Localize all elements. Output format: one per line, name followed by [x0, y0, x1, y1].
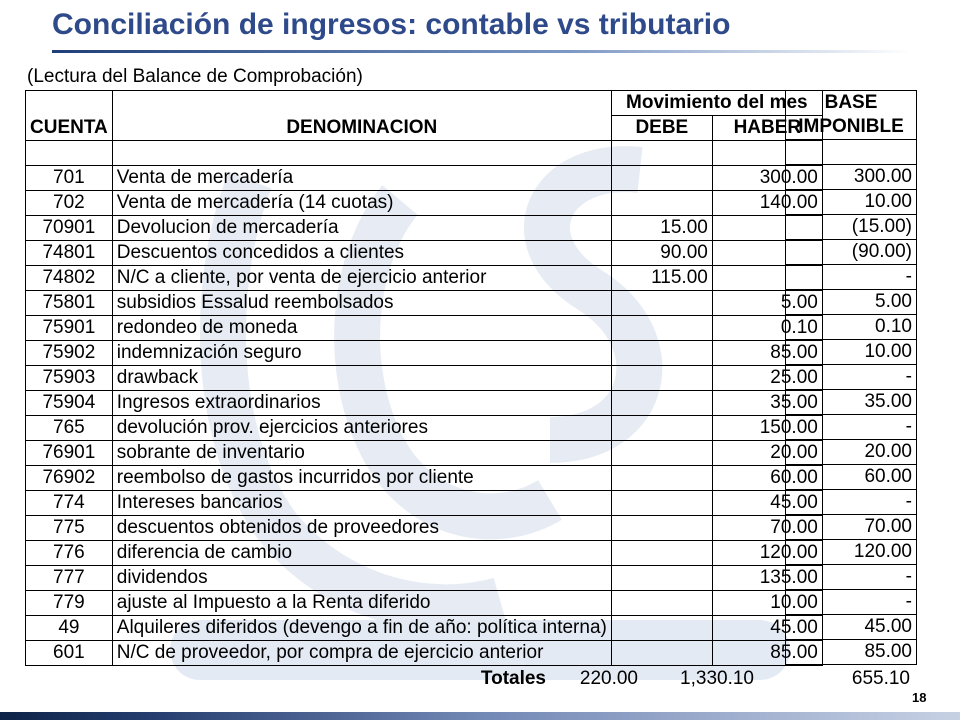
cell-cuenta: 776 [26, 541, 113, 566]
cell-debe [611, 516, 712, 541]
cell-base-imponible: - [786, 565, 917, 590]
cell-debe [611, 441, 712, 466]
table-row [26, 616, 823, 641]
cell-cuenta: 765 [26, 416, 113, 441]
cell-debe: 15.00 [611, 216, 712, 241]
table-row [26, 416, 823, 441]
table-row [26, 641, 823, 666]
accounts-table [25, 90, 823, 666]
cell-haber: 25.00 [712, 366, 822, 391]
cell-cuenta: 76902 [26, 466, 113, 491]
table-row [26, 291, 823, 316]
cell-haber: 85.00 [712, 341, 822, 366]
cell-cuenta: 779 [26, 591, 113, 616]
cell-cuenta: 49 [26, 616, 113, 641]
table-row [786, 290, 917, 315]
cell-haber: 140.00 [712, 191, 822, 216]
table-row [786, 340, 917, 365]
table-row [26, 466, 823, 491]
cell-denominacion: Venta de mercadería [112, 166, 611, 191]
cell-denominacion: N/C a cliente, por venta de ejercicio anterior [112, 266, 611, 291]
total-debe: 220.00 [579, 668, 638, 689]
cell-haber: 35.00 [712, 391, 822, 416]
cell-cuenta: 775 [26, 516, 113, 541]
table-row [26, 591, 823, 616]
cell-debe [611, 591, 712, 616]
cell-haber: 20.00 [712, 441, 822, 466]
table-row [786, 590, 917, 615]
cell-haber: 120.00 [712, 541, 822, 566]
table-row [26, 216, 823, 241]
table-row [26, 341, 823, 366]
header-movimiento: Movimiento del mes [611, 91, 822, 116]
cell-cuenta: 74802 [26, 266, 113, 291]
cell-cuenta: 75902 [26, 341, 113, 366]
cell-haber: 60.00 [712, 466, 822, 491]
table-row [786, 565, 917, 590]
cell-denominacion: ajuste al Impuesto a la Renta diferido [112, 591, 611, 616]
header-debe: DEBE [611, 116, 712, 141]
cell-cuenta: 75801 [26, 291, 113, 316]
table-row [786, 415, 917, 440]
cell-denominacion: Descuentos concedidos a clientes [112, 241, 611, 266]
cell-debe [611, 616, 712, 641]
cell-cuenta: 777 [26, 566, 113, 591]
cell-debe: 90.00 [611, 241, 712, 266]
cell-cuenta: 75901 [26, 316, 113, 341]
title-underline [52, 50, 912, 53]
table-row [786, 440, 917, 465]
cell-base-imponible: 85.00 [786, 640, 917, 665]
header-base-line1: BASE [786, 91, 917, 116]
total-base-imponible: 655.10 [851, 668, 910, 689]
table-row [786, 240, 917, 265]
cell-haber: 10.00 [712, 591, 822, 616]
cell-base-imponible: - [786, 415, 917, 440]
table-subtitle: (Lectura del Balance de Comprobación) [27, 66, 363, 87]
cell-denominacion: Alquileres diferidos (devengo a fin de año: política interna) [112, 616, 611, 641]
cell-haber: 70.00 [712, 516, 822, 541]
cell-base-imponible: - [786, 590, 917, 615]
cell-haber: 0.10 [712, 316, 822, 341]
footer-band [0, 712, 960, 720]
cell-base-imponible: 10.00 [786, 190, 917, 215]
table-row [26, 366, 823, 391]
cell-cuenta: 75903 [26, 366, 113, 391]
cell-denominacion: drawback [112, 366, 611, 391]
spacer-cell [26, 141, 113, 166]
table-row [26, 191, 823, 216]
cell-haber: 150.00 [712, 416, 822, 441]
cell-debe [611, 291, 712, 316]
cell-denominacion: sobrante de inventario [112, 441, 611, 466]
cell-debe [611, 191, 712, 216]
cell-cuenta: 701 [26, 166, 113, 191]
cell-denominacion: N/C de proveedor, por compra de ejercicio anterior [112, 641, 611, 666]
header-cuenta: CUENTA [26, 116, 113, 141]
cell-debe [611, 416, 712, 441]
cell-denominacion: dividendos [112, 566, 611, 591]
base-imponible-table [785, 90, 917, 665]
cell-haber: 45.00 [712, 491, 822, 516]
cell-denominacion: devolución prov. ejercicios anteriores [112, 416, 611, 441]
cell-base-imponible: 5.00 [786, 290, 917, 315]
cell-cuenta: 601 [26, 641, 113, 666]
cell-debe: 115.00 [611, 266, 712, 291]
spacer-cell [611, 141, 712, 166]
cell-denominacion: Ingresos extraordinarios [112, 391, 611, 416]
cell-base-imponible: 35.00 [786, 390, 917, 415]
cell-debe [611, 391, 712, 416]
cell-denominacion: reembolso de gastos incurridos por cliente [112, 466, 611, 491]
cell-base-imponible: 60.00 [786, 465, 917, 490]
cell-denominacion: subsidios Essalud reembolsados [112, 291, 611, 316]
cell-base-imponible: 45.00 [786, 615, 917, 640]
cell-haber: 45.00 [712, 616, 822, 641]
table-row [26, 566, 823, 591]
table-row [26, 166, 823, 191]
cell-base-imponible: - [786, 265, 917, 290]
table-row [786, 165, 917, 190]
table-row [786, 640, 917, 665]
header-base-line2: IMPONIBLE [786, 115, 917, 140]
page-number: 18 [912, 690, 927, 705]
cell-debe [611, 541, 712, 566]
total-haber: 1,330.10 [680, 668, 754, 689]
table-row [786, 390, 917, 415]
header-denominacion: DENOMINACION [112, 116, 611, 141]
cell-debe [611, 166, 712, 191]
spacer-cell [112, 141, 611, 166]
cell-debe [611, 641, 712, 666]
cell-base-imponible: - [786, 490, 917, 515]
table-row [26, 541, 823, 566]
cell-denominacion: diferencia de cambio [112, 541, 611, 566]
cell-base-imponible: 0.10 [786, 315, 917, 340]
header-blank-denominacion [112, 91, 611, 116]
cell-debe [611, 341, 712, 366]
table-row [786, 315, 917, 340]
table-row [26, 391, 823, 416]
cell-debe [611, 316, 712, 341]
table-row [26, 316, 823, 341]
cell-denominacion: Devolucion de mercadería [112, 216, 611, 241]
table-row [786, 540, 917, 565]
spacer-cell [786, 140, 917, 165]
header-blank-cuenta [26, 91, 113, 116]
cell-cuenta: 702 [26, 191, 113, 216]
table-row [26, 516, 823, 541]
table-row [786, 365, 917, 390]
table-row [786, 490, 917, 515]
cell-denominacion: descuentos obtenidos de proveedores [112, 516, 611, 541]
cell-denominacion: indemnización seguro [112, 341, 611, 366]
cell-base-imponible: 20.00 [786, 440, 917, 465]
cell-base-imponible: 10.00 [786, 340, 917, 365]
cell-debe [611, 566, 712, 591]
cell-cuenta: 70901 [26, 216, 113, 241]
header-haber: HABER [712, 116, 822, 141]
cell-base-imponible: (90.00) [786, 240, 917, 265]
table-row [786, 215, 917, 240]
cell-debe [611, 366, 712, 391]
table-row [786, 615, 917, 640]
cell-cuenta: 774 [26, 491, 113, 516]
cell-denominacion: redondeo de moneda [112, 316, 611, 341]
cell-cuenta: 74801 [26, 241, 113, 266]
slide-title: Conciliación de ingresos: contable vs tributario [52, 8, 731, 41]
cell-base-imponible: (15.00) [786, 215, 917, 240]
cell-cuenta: 76901 [26, 441, 113, 466]
cell-cuenta: 75904 [26, 391, 113, 416]
totals-label: Totales [480, 668, 546, 689]
cell-haber: 135.00 [712, 566, 822, 591]
cell-denominacion: Intereses bancarios [112, 491, 611, 516]
table-row [26, 266, 823, 291]
table-row [786, 515, 917, 540]
table-row [26, 491, 823, 516]
cell-denominacion: Venta de mercadería (14 cuotas) [112, 191, 611, 216]
cell-base-imponible: 70.00 [786, 515, 917, 540]
cell-haber: 300.00 [712, 166, 822, 191]
table-row [786, 190, 917, 215]
cell-base-imponible: 120.00 [786, 540, 917, 565]
cell-base-imponible: - [786, 365, 917, 390]
cell-haber: 85.00 [712, 641, 822, 666]
cell-base-imponible: 300.00 [786, 165, 917, 190]
table-row [786, 265, 917, 290]
cell-haber: 5.00 [712, 291, 822, 316]
cell-debe [611, 491, 712, 516]
cell-debe [611, 466, 712, 491]
table-row [26, 441, 823, 466]
table-row [26, 241, 823, 266]
table-row [786, 465, 917, 490]
